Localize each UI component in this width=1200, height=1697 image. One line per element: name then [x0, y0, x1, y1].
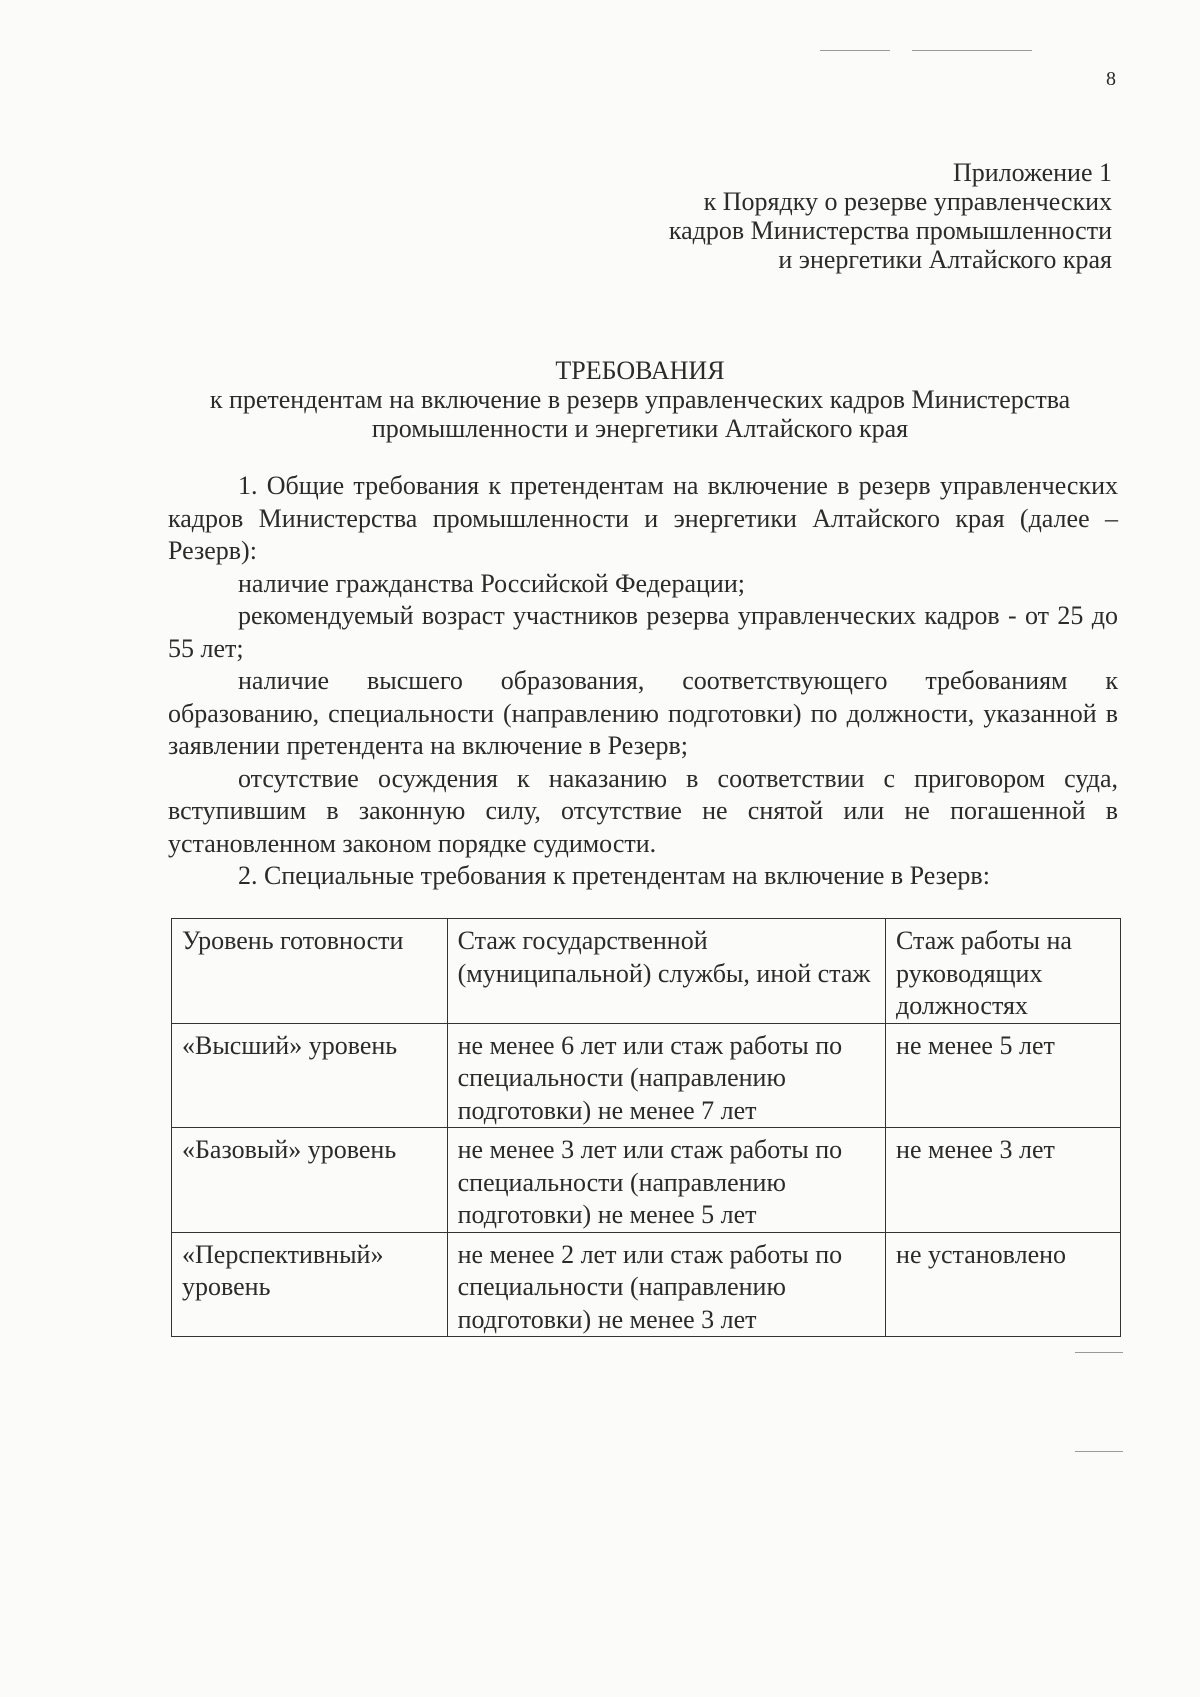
table-cell: не менее 5 лет	[886, 1023, 1121, 1128]
appendix-line: и энергетики Алтайского края	[778, 245, 1112, 274]
table-cell: не установлено	[886, 1232, 1121, 1337]
paragraph-education: наличие высшего образования, соответствующего требованиям к образованию, специальности (направлению подготовки) по должности, указанной в заявлении претендента на включение в Резерв;	[168, 666, 1118, 760]
appendix-line: кадров Министерства промышленности	[668, 216, 1112, 245]
scan-artifact-top-right	[912, 50, 1032, 51]
table-cell: не менее 2 лет или стаж работы по специальности (направлению подготовки) не менее 3 лет	[447, 1232, 885, 1337]
title-subtitle-line-1: к претендентам на включение в резерв управленческих кадров Министерства	[209, 385, 1071, 414]
title-heading: ТРЕБОВАНИЯ	[555, 356, 725, 385]
title-subtitle-line-2: промышленности и энергетики Алтайского края	[371, 414, 909, 443]
document-body	[168, 470, 1118, 893]
table-row	[172, 1128, 1121, 1233]
table-row	[172, 1232, 1121, 1337]
table-cell: «Перспективный» уровень	[172, 1232, 448, 1337]
header-service-experience: Стаж государственной (муниципальной) службы, иной стаж	[447, 919, 885, 1024]
scan-artifact-bottom-2	[1075, 1451, 1123, 1452]
requirements-table	[171, 918, 1121, 1337]
table-row	[172, 1023, 1121, 1128]
table-cell: «Базовый» уровень	[172, 1128, 448, 1233]
appendix-header	[669, 158, 1112, 274]
scan-artifact-top-left	[820, 50, 890, 51]
appendix-line: Приложение 1	[952, 158, 1112, 187]
appendix-line: к Порядку о резерве управленческих	[703, 187, 1112, 216]
table-cell: не менее 3 лет или стаж работы по специальности (направлению подготовки) не менее 5 лет	[447, 1128, 885, 1233]
table-cell: «Высший» уровень	[172, 1023, 448, 1128]
table-cell: не менее 6 лет или стаж работы по специальности (направлению подготовки) не менее 7 лет	[447, 1023, 885, 1128]
paragraph-citizenship: наличие гражданства Российской Федерации;	[238, 568, 745, 598]
paragraph-no-conviction: отсутствие осуждения к наказанию в соответствии с приговором суда, вступившим в законную силу, отсутствие не снятой или не погашенной в установленном законом порядке судимости.	[168, 763, 1118, 858]
header-readiness-level: Уровень готовности	[172, 919, 448, 1024]
header-management-experience: Стаж работы на руководящих должностях	[886, 919, 1121, 1024]
paragraph-age: рекомендуемый возраст участников резерва управленческих кадров - от 25 до 55 лет;	[168, 601, 1118, 663]
document-title	[160, 356, 1120, 443]
paragraph-special-requirements: 2. Специальные требования к претендентам на включение в Резерв:	[238, 861, 990, 890]
table-header-row	[172, 919, 1121, 1024]
table-cell: не менее 3 лет	[886, 1128, 1121, 1233]
page-number: 8	[1106, 68, 1116, 90]
scan-artifact-bottom-1	[1075, 1352, 1123, 1353]
paragraph-general-requirements: 1. Общие требования к претендентам на включение в резерв управленческих кадров Министерства промышленности и энергетики Алтайского края (далее – Резерв):	[168, 471, 1118, 565]
